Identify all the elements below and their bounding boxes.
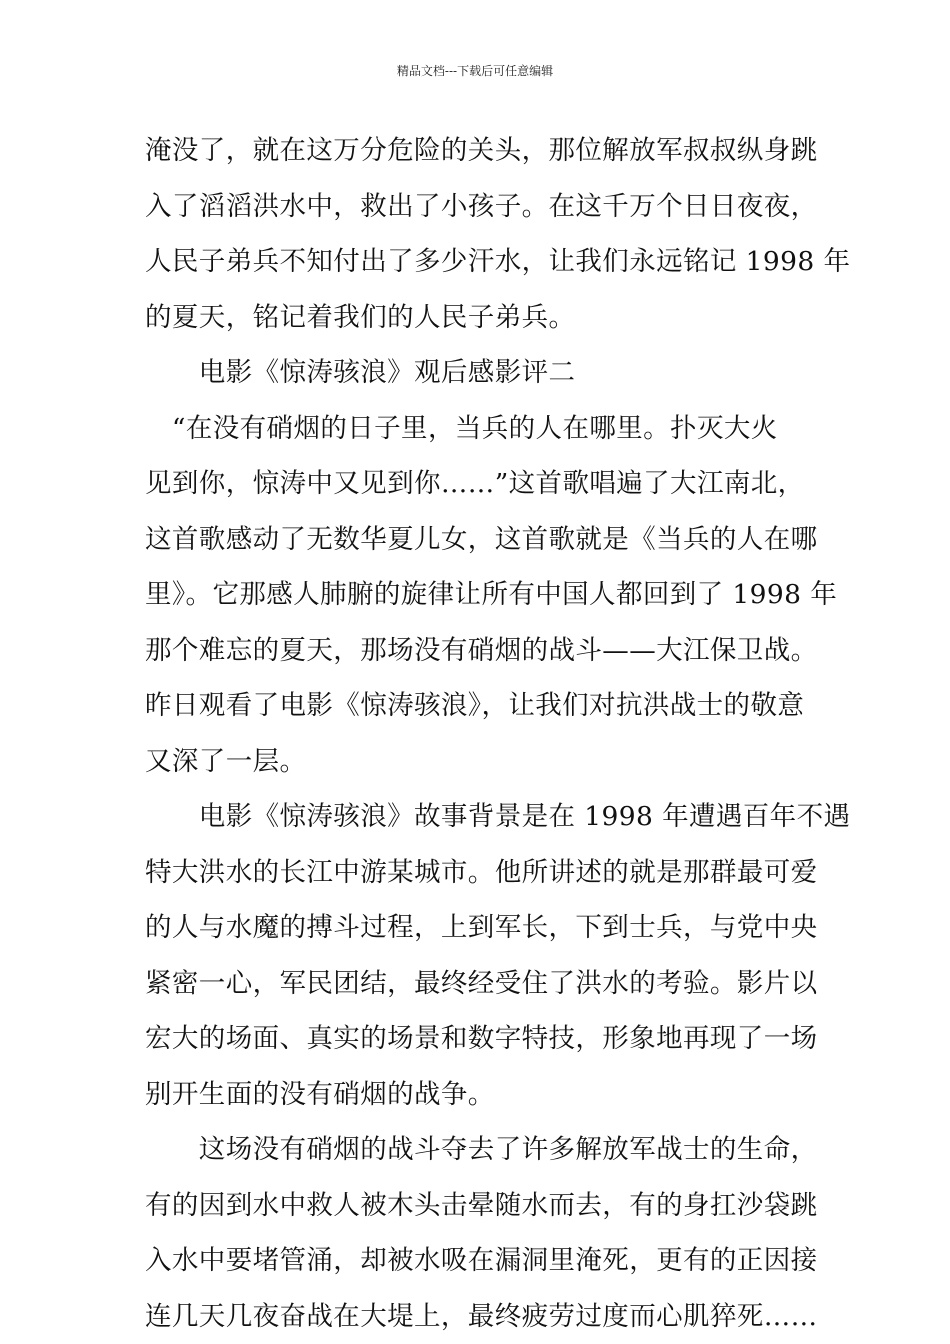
text-line: 那个难忘的夏天，那场没有硝烟的战斗——大江保卫战。 (145, 634, 818, 666)
text-line: 淹没了，就在这万分危险的关头，那位解放军叔叔纵身跳 (145, 135, 818, 166)
text-line: 电影《惊涛骇浪》故事背景是在 1998 年遭遇百年不遇 (145, 801, 851, 832)
text-line: 连几天几夜奋战在大堤上，最终疲劳过度而心肌猝死…… (145, 1300, 818, 1332)
text-line: 特大洪水的长江中游某城市。他所讲述的就是那群最可爱 (145, 856, 818, 888)
text-line: 的夏天，铭记着我们的人民子弟兵。 (145, 301, 576, 333)
text-line: 入水中要堵管涌，却被水吸在漏洞里淹死，更有的正因接 (145, 1245, 818, 1276)
text-line: 人民子弟兵不知付出了多少汗水，让我们永远铭记 1998 年 (145, 246, 851, 277)
text-line: 宏大的场面、真实的场景和数字特技，形象地再现了一场 (145, 1023, 818, 1054)
text-line: 又深了一层。 (145, 745, 307, 777)
text-line: 别开生面的没有硝烟的战争。 (145, 1078, 495, 1110)
document-body (145, 123, 851, 1344)
text-line: 这场没有硝烟的战斗夺去了许多解放军战士的生命， (145, 1134, 818, 1165)
text-line: 这首歌感动了无数华夏儿女，这首歌就是《当兵的人在哪 (145, 523, 818, 555)
text-line: 有的因到水中救人被木头击晕随水而去，有的身扛沙袋跳 (145, 1189, 818, 1221)
page-header: 精品文档---下载后可任意编辑 (396, 64, 554, 78)
text-line: 见到你，惊涛中又见到你……”这首歌唱遍了大江南北， (145, 468, 805, 499)
text-line: 入了滔滔洪水中，救出了小孩子。在这千万个日日夜夜， (145, 190, 818, 222)
text-line: 的人与水魔的搏斗过程，上到军长，下到士兵，与党中央 (145, 912, 818, 943)
text-line: 里》。它那感人肺腑的旋律让所有中国人都回到了 1998 年 (145, 579, 838, 610)
text-line: 紧密一心，军民团结，最终经受住了洪水的考验。影片以 (145, 967, 818, 999)
text-line: 昨日观看了电影《惊涛骇浪》，让我们对抗洪战士的敬意 (145, 690, 805, 721)
text-line: “在没有硝烟的日子里，当兵的人在哪里。扑灭大火 (145, 412, 778, 444)
section-heading: 电影《惊涛骇浪》观后感影评二 (145, 357, 576, 388)
